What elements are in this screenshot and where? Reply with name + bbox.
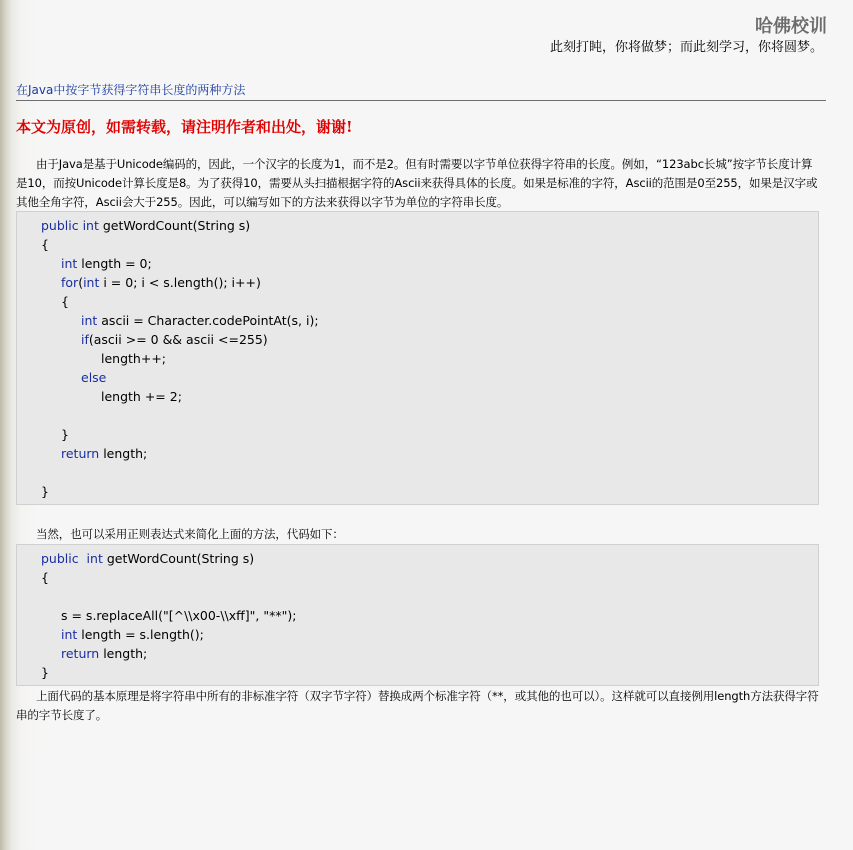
code-line: }	[41, 665, 49, 680]
explanation-paragraph: 上面代码的基本原理是将字符串中所有的非标准字符（双字节字符）替换成两个标准字符（**，或其他的也可以）。这样就可以直接例用length方法获得字符串的字节长度了。	[16, 689, 819, 722]
code-line: }	[41, 484, 49, 499]
code-line: if(ascii >= 0 && ascii <=255)	[81, 332, 268, 347]
code-line: int length = s.length();	[61, 627, 204, 642]
code-block-regex	[16, 544, 819, 686]
code-block-loop	[16, 211, 819, 505]
code-line: length++;	[101, 351, 167, 366]
code-line: }	[61, 427, 69, 442]
regex-intro-paragraph: 当然，也可以采用正则表达式来简化上面的方法，代码如下：	[36, 527, 344, 541]
code-line: s = s.replaceAll("[^\\x00-\\xff]", "**");	[61, 608, 297, 623]
code-line: return length;	[61, 446, 148, 461]
code-line: int length = 0;	[61, 256, 152, 271]
code-line: return length;	[61, 646, 148, 661]
code-line: for(int i = 0; i < s.length(); i++)	[61, 275, 261, 290]
copyright-notice: 本文为原创，如需转载，请注明作者和出处，谢谢!	[16, 118, 353, 136]
code-line: {	[41, 570, 49, 585]
intro-paragraph: 由于Java是基于Unicode编码的，因此，一个汉字的长度为1，而不是2。但有时需要以字节单位获得字符串的长度。例如，“123abc长城”按字节长度计算是10，而按Unicode计算长度是8。为了获得10，需要从头扫描根据字符的Ascii来获得具体的长度。如果是标准的字符，Ascii的范围是0至255，如果是汉字或其他全角字符，Ascii会大于255。因此，可以编写如下的方法来获得以字节为单位的字符串长度。	[16, 157, 818, 209]
site-title: 哈佛校训	[755, 16, 827, 37]
code-line: length += 2;	[101, 389, 182, 404]
site-motto: 此刻打盹，你将做梦；而此刻学习，你将圆梦。	[549, 40, 823, 55]
code-line: public int getWordCount(String s)	[41, 218, 251, 233]
code-line: else	[81, 370, 107, 385]
code-line: {	[41, 237, 49, 252]
code-line: public int getWordCount(String s)	[41, 551, 255, 566]
article-title-link[interactable]: 在Java中按字节获得字符串长度的两种方法	[16, 81, 826, 101]
code-line: {	[61, 294, 69, 309]
code-line: int ascii = Character.codePointAt(s, i);	[81, 313, 319, 328]
